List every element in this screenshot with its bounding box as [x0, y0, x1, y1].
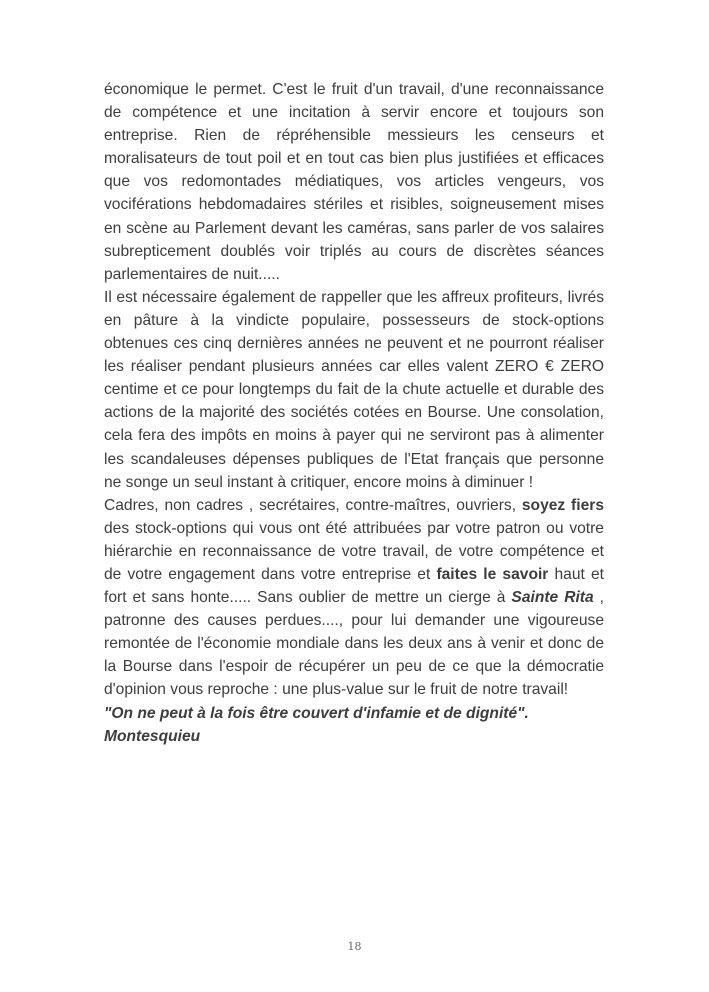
emphasis-soyez-fiers: soyez fiers [521, 496, 604, 514]
paragraph-1: économique le permet. C'est le fruit d'un travail, d'une reconnaissance de compétence et une incitation à servir encore et toujours son entreprise. Rien de répréhensible messieurs les censeurs et moralisateurs de tout poil et en tout cas bien plus justifiées et efficaces que vos redomontades médiatiques, vos articles vengeurs, vos vociférations hebdomadaires stériles et risibles, soigneusement mises en scène au Parlement devant les caméras, sans parler de vos salaires subrepticement doublés voir triplés au cours de discrètes séances parlementaires de nuit..... [104, 81, 604, 283]
quote: "On ne peut à la fois être couvert d'infamie et de dignité". [104, 704, 529, 722]
paragraph-2: Il est nécessaire également de rappeller que les affreux profiteurs, livrés en pâture à la vindicte populaire, possesseurs de stock-options obtenues ces cinq dernières années ne peuvent et ne pourront réaliser les réaliser pendant plusieurs années car elles valent ZERO € ZERO centime et ce pour longtemps du fait de la chute actuelle et durable des actions de la majorité des sociétés cotées en Bourse. Une consolation, cela fera des impôts en moins à payer qui ne serviront pas à alimenter les scandaleuses dépenses publiques de l'Etat français que personne ne songe un seul instant à critiquer, encore moins à diminuer ! [104, 288, 604, 491]
emphasis-sainte-rita: Sainte Rita [511, 589, 594, 607]
paragraph-3-text-2: des stock-options qui vous ont été attribuées par votre patron ou votre hiérarchie en reconnaissance de votre travail, de votre compétence et de votre engagement dans votre entreprise et [104, 519, 604, 583]
quote-author: Montesquieu [104, 727, 201, 745]
paragraph-3-text-1: Cadres, non cadres , secrétaires, contre-maîtres, ouvriers, [104, 496, 522, 514]
paragraph-3-text-4: , patronne des causes perdues...., pour lui demander une vigoureuse remontée de l'économie mondiale dans les deux ans à venir et donc de la Bourse dans l'espoir de récupérer un peu de ce que la démocratie d'opinion vous reproche : une plus-value sur le fruit de notre travail! [104, 589, 604, 699]
page-number: 18 [347, 940, 362, 953]
page-body [104, 78, 604, 748]
paragraph-3-text-3: haut et fort et sans honte..... Sans oublier de mettre un cierge à [104, 565, 604, 607]
emphasis-faites-le-savoir: faites le savoir [436, 565, 549, 583]
paragraph-3 [104, 494, 604, 702]
